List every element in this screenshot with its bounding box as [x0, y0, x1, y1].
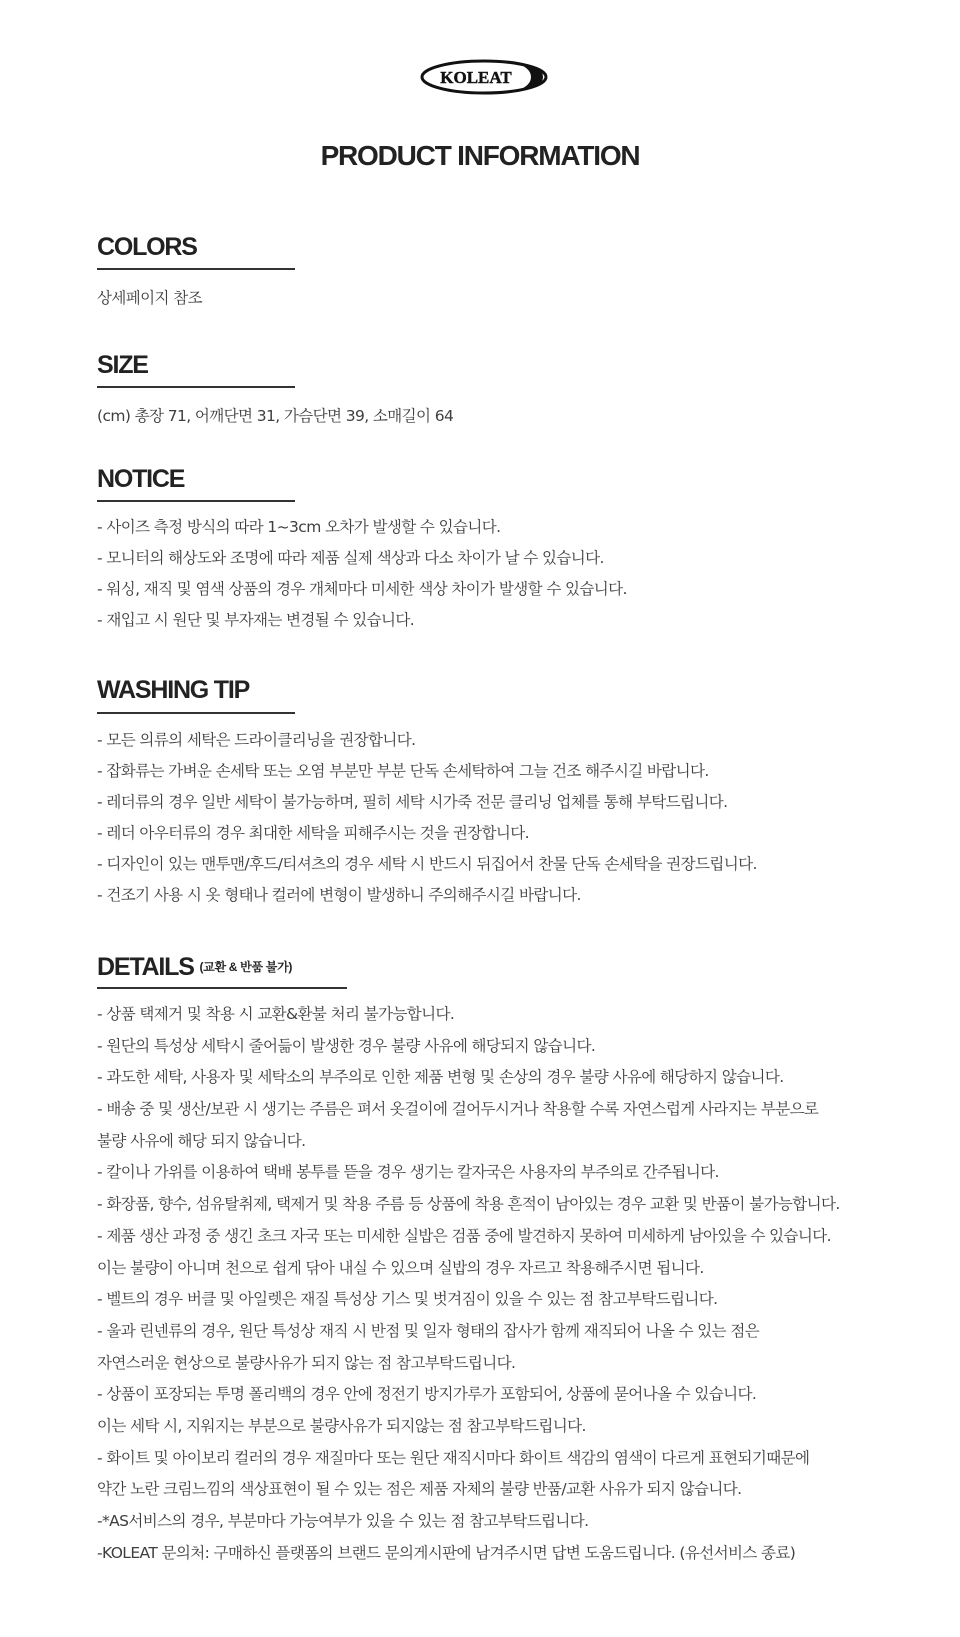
- washing-list: [97, 725, 757, 911]
- list-item: - 레더류의 경우 일반 세탁이 불가능하며, 필히 세탁 시가죽 전문 클리닝 업체를 통해 부탁드립니다.: [97, 793, 728, 811]
- list-item: - 화장품, 향수, 섬유탈취제, 택제거 및 착용 주름 등 상품에 착용 흔적이 남아있는 경우 교환 및 반품이 불가능합니다.: [97, 1195, 840, 1214]
- notice-heading: NOTICE: [97, 465, 185, 493]
- logo-text: KOLEAT: [440, 68, 512, 87]
- list-item: - 원단의 특성상 세탁시 줄어듦이 발생한 경우 불량 사유에 해당되지 않습니다.: [97, 1036, 596, 1055]
- size-divider: [97, 386, 295, 388]
- list-item: - 잡화류는 가벼운 손세탁 또는 오염 부분만 부분 단독 손세탁하여 그늘 건조 해주시길 바랍니다.: [97, 762, 709, 780]
- koleat-logo: [419, 58, 549, 96]
- colors-divider: [97, 268, 295, 270]
- list-item: - 건조기 사용 시 옷 형태나 컬러에 변형이 발생하니 주의해주시길 바랍니다.: [97, 886, 581, 904]
- list-item: -*AS서비스의 경우, 부분마다 가능여부가 있을 수 있는 점 참고부탁드립니다.: [97, 1512, 589, 1530]
- list-item: - 사이즈 측정 방식의 따라 1~3cm 오차가 발생할 수 있습니다.: [97, 518, 501, 536]
- list-item: - 상품 택제거 및 착용 시 교환&환불 처리 불가능합니다.: [97, 1005, 455, 1023]
- colors-text: 상세페이지 참조: [97, 289, 202, 307]
- details-list: [97, 999, 840, 1569]
- list-item: - 과도한 세탁, 사용자 및 세탁소의 부주의로 인한 제품 변형 및 손상의 경우 불량 사유에 해당하지 않습니다.: [97, 1068, 784, 1087]
- list-item: 불량 사유에 해당 되지 않습니다.: [97, 1131, 306, 1150]
- notice-list: [97, 512, 627, 636]
- list-item: - 상품이 포장되는 투명 폴리백의 경우 안에 정전기 방지가루가 포함되어, 상품에 묻어나올 수 있습니다.: [97, 1385, 757, 1404]
- list-item: - 벨트의 경우 버클 및 아일렛은 재질 특성상 기스 및 벗겨짐이 있을 수 있는 점 참고부탁드립니다.: [97, 1290, 718, 1309]
- washing-divider: [97, 712, 295, 714]
- details-divider: [97, 987, 347, 989]
- size-heading: SIZE: [97, 351, 148, 379]
- details-title: DETAILS: [97, 953, 194, 981]
- list-item: - 모니터의 해상도와 조명에 따라 제품 실제 색상과 다소 차이가 날 수 있습니다.: [97, 549, 604, 567]
- colors-heading: COLORS: [97, 233, 197, 261]
- list-item: - 레더 아우터류의 경우 최대한 세탁을 피해주시는 것을 권장합니다.: [97, 824, 530, 842]
- list-item: - 화이트 및 아이보리 컬러의 경우 재질마다 또는 원단 재직시마다 화이트 색감의 염색이 다르게 표현되기때문에: [97, 1448, 810, 1467]
- list-item: - 울과 린넨류의 경우, 원단 특성상 재직 시 반점 및 일자 형태의 잡사가 함께 재직되어 나올 수 있는 점은: [97, 1321, 760, 1340]
- list-item: - 칼이나 가위를 이용하여 택배 봉투를 뜯을 경우 생기는 칼자국은 사용자의 부주의로 간주됩니다.: [97, 1163, 719, 1182]
- size-text: (cm) 총장 71, 어깨단면 31, 가슴단면 39, 소매길이 64: [97, 407, 454, 425]
- list-item: - 제품 생산 과정 중 생긴 초크 자국 또는 미세한 실밥은 검품 중에 발견하지 못하여 미세하게 남아있을 수 있습니다.: [97, 1226, 831, 1245]
- list-item: 약간 노란 크림느낌의 색상표현이 될 수 있는 점은 제품 자체의 불량 반품/교환 사유가 되지 않습니다.: [97, 1480, 742, 1499]
- list-item: 자연스러운 현상으로 불량사유가 되지 않는 점 참고부탁드립니다.: [97, 1353, 516, 1372]
- list-item: 이는 불량이 아니며 천으로 쉽게 닦아 내실 수 있으며 실밥의 경우 자르고 착용해주시면 됩니다.: [97, 1258, 704, 1277]
- list-item: -KOLEAT 문의처: 구매하신 플랫폼의 브랜드 문의게시판에 남겨주시면 답변 도움드립니다. (유선서비스 종료): [97, 1543, 796, 1562]
- list-item: - 배송 중 및 생산/보관 시 생기는 주름은 펴서 옷걸이에 걸어두시거나 착용할 수록 자연스럽게 사라지는 부분으로: [97, 1100, 819, 1119]
- list-item: - 모든 의류의 세탁은 드라이클리닝을 권장합니다.: [97, 731, 416, 749]
- washing-heading: WASHING TIP: [97, 676, 250, 704]
- notice-divider: [97, 500, 295, 502]
- details-heading: [97, 953, 292, 982]
- list-item: - 디자인이 있는 맨투맨/후드/티셔츠의 경우 세탁 시 반드시 뒤집어서 찬물 단독 손세탁을 권장드립니다.: [97, 855, 757, 873]
- list-item: 이는 세탁 시, 지워지는 부분으로 불량사유가 되지않는 점 참고부탁드립니다.: [97, 1416, 586, 1435]
- page-title: PRODUCT INFORMATION: [320, 140, 640, 171]
- list-item: - 워싱, 재직 및 염색 상품의 경우 개체마다 미세한 색상 차이가 발생할 수 있습니다.: [97, 580, 627, 598]
- list-item: - 재입고 시 원단 및 부자재는 변경될 수 있습니다.: [97, 611, 415, 629]
- details-subtitle: (교환 & 반품 불가): [199, 960, 293, 974]
